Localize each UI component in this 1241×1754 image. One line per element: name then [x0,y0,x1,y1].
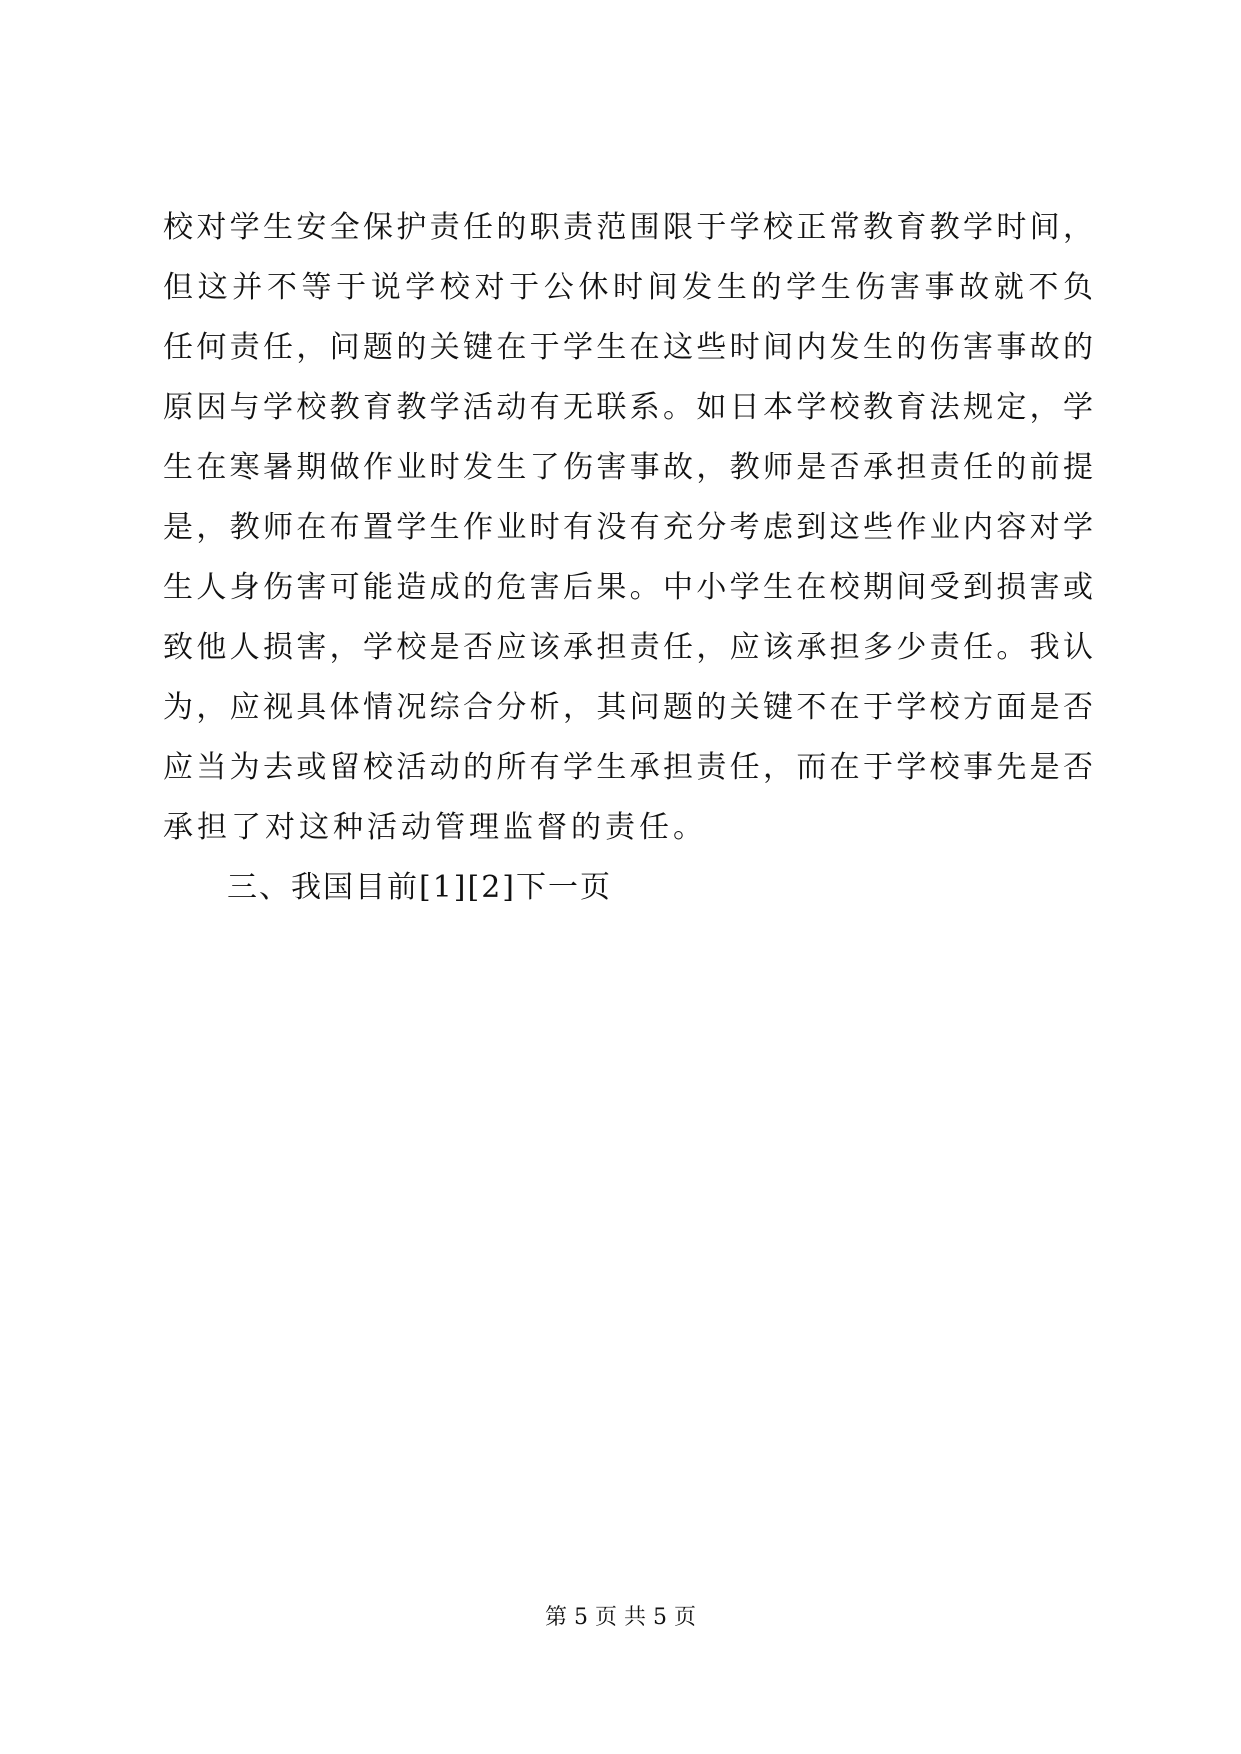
paragraph-line: 原因与学校教育教学活动有无联系。如日本学校教育法规定，学 [163,390,1093,425]
paragraph-line: 应当为去或留校活动的所有学生承担责任，而在于学校事先是否 [163,750,1093,785]
body-paragraph [163,198,1093,918]
page-footer: 第 5 页 共 5 页 [545,1605,696,1630]
paragraph-line: 致他人损害，学校是否应该承担责任，应该承担多少责任。我认 [163,630,1093,665]
paragraph-line: 是，教师在布置学生作业时有没有充分考虑到这些作业内容对学 [163,510,1093,545]
paragraph-line: 校对学生安全保护责任的职责范围限于学校正常教育教学时间， [163,210,1093,245]
next-section-heading: 三、我国目前[1][2]下一页 [227,870,612,905]
paragraph-line: 承担了对这种活动管理监督的责任。 [163,810,707,845]
paragraph-line: 生人身伤害可能造成的危害后果。中小学生在校期间受到损害或 [163,570,1093,605]
paragraph-line: 但这并不等于说学校对于公休时间发生的学生伤害事故就不负 [163,270,1093,305]
paragraph-line: 任何责任，问题的关键在于学生在这些时间内发生的伤害事故的 [163,330,1093,365]
paragraph-line: 生在寒暑期做作业时发生了伤害事故，教师是否承担责任的前提 [163,450,1093,485]
paragraph-line: 为，应视具体情况综合分析，其问题的关键不在于学校方面是否 [163,690,1093,725]
